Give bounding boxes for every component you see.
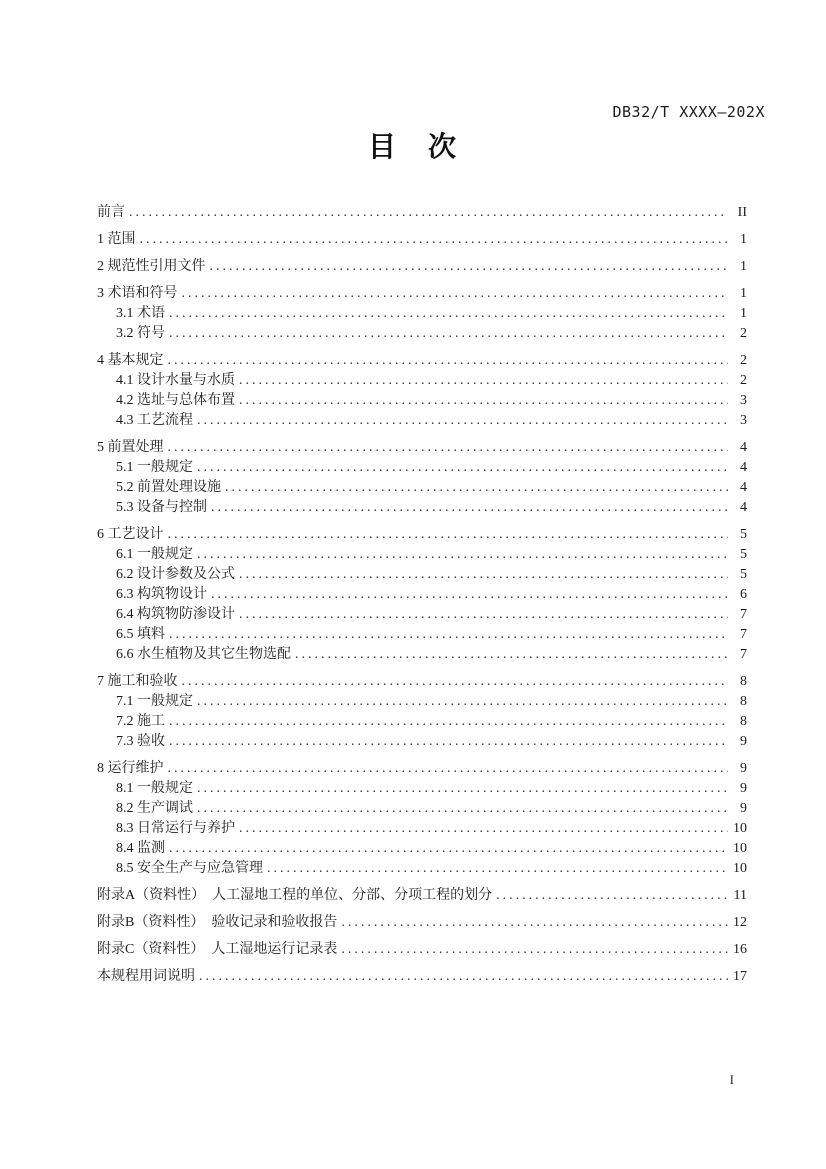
toc-entry-page-number: 2 [740, 373, 747, 388]
toc-entry-label: 4.3 工艺流程 [116, 413, 193, 428]
toc-entry-label: 6.5 填料 [116, 627, 165, 642]
toc-entry-page-number: 12 [733, 915, 747, 930]
toc-entry [97, 545, 747, 565]
toc-entry-dot-leader [197, 799, 728, 819]
toc-entry-label: 5.2 前置处理设施 [116, 480, 221, 495]
toc-entry-page-number: II [737, 205, 747, 220]
toc-entry-label: 5 前置处理 [97, 440, 164, 455]
toc-entry [97, 458, 747, 478]
toc-entry-dot-leader [210, 257, 729, 277]
toc-entry-label: 附录B（资料性） 验收记录和验收报告 [97, 915, 338, 930]
toc-entry-page-number: 1 [740, 286, 747, 301]
toc-entry [97, 692, 747, 712]
toc-entry-label: 6.6 水生植物及其它生物选配 [116, 647, 291, 662]
toc-entry [97, 284, 747, 304]
toc-entry [97, 839, 747, 859]
toc-entry-label: 附录A（资料性） 人工湿地工程的单位、分部、分项工程的划分 [97, 888, 493, 903]
toc-entry-label: 7.3 验收 [116, 734, 165, 749]
toc-entry [97, 203, 747, 223]
toc-entry-page-number: 2 [740, 353, 747, 368]
toc-entry-label: 8.2 生产调试 [116, 801, 193, 816]
page-title: 目 次 [367, 132, 458, 163]
toc-entry-page-number: 8 [740, 674, 747, 689]
toc-entry-page-number: 16 [733, 942, 747, 957]
toc-entry-page-number: 6 [740, 587, 747, 602]
toc-entry-page-number: 9 [740, 761, 747, 776]
toc-entry-dot-leader [197, 779, 728, 799]
toc-entry-page-number: 10 [733, 861, 747, 876]
toc-entry-dot-leader [169, 324, 728, 344]
toc-entry-dot-leader [182, 672, 729, 692]
toc-entry-dot-leader [267, 859, 728, 879]
toc-entry-label: 2 规范性引用文件 [97, 259, 206, 274]
toc-entry-dot-leader [199, 967, 728, 987]
toc-entry-dot-leader [295, 645, 728, 665]
toc-entry-page-number: 1 [740, 259, 747, 274]
toc-entry-label: 7 施工和验收 [97, 674, 178, 689]
toc-entry-label: 4.1 设计水量与水质 [116, 373, 235, 388]
toc-entry [97, 525, 747, 545]
toc-entry-page-number: 3 [740, 393, 747, 408]
toc-entry-label: 附录C（资料性） 人工湿地运行记录表 [97, 942, 338, 957]
toc-entry-dot-leader [168, 759, 729, 779]
toc-entry-dot-leader [129, 203, 728, 223]
toc-entry-label: 6.1 一般规定 [116, 547, 193, 562]
toc-entry-page-number: 3 [740, 413, 747, 428]
toc-entry-page-number: 9 [740, 734, 747, 749]
toc-entry-dot-leader [182, 284, 729, 304]
toc-entry-dot-leader [496, 886, 728, 906]
toc-entry-page-number: 5 [740, 527, 747, 542]
toc-entry [97, 351, 747, 371]
toc-entry-page-number: 4 [740, 460, 747, 475]
toc-entry-dot-leader [211, 498, 728, 518]
toc-entry-label: 6.4 构筑物防渗设计 [116, 607, 235, 622]
toc-entry-label: 8.1 一般规定 [116, 781, 193, 796]
toc-entry-page-number: 8 [740, 694, 747, 709]
footer-page-number: I [729, 1072, 734, 1087]
toc-entry-page-number: 9 [740, 781, 747, 796]
toc-entry-dot-leader [168, 351, 729, 371]
toc-entry-dot-leader [239, 565, 728, 585]
toc-entry [97, 672, 747, 692]
toc-entry-label: 5.3 设备与控制 [116, 500, 207, 515]
toc-entry-page-number: 8 [740, 714, 747, 729]
toc-list [97, 196, 747, 987]
toc-entry [97, 230, 747, 250]
toc-entry-label: 6.2 设计参数及公式 [116, 567, 235, 582]
toc-entry-label: 8.5 安全生产与应急管理 [116, 861, 263, 876]
toc-entry-page-number: 4 [740, 480, 747, 495]
toc-entry-page-number: 7 [740, 627, 747, 642]
toc-entry [97, 585, 747, 605]
toc-entry-label: 3.1 术语 [116, 306, 165, 321]
toc-entry-dot-leader [169, 304, 728, 324]
toc-entry-dot-leader [239, 391, 728, 411]
toc-entry [97, 732, 747, 752]
toc-entry-dot-leader [197, 411, 728, 431]
toc-entry-page-number: 1 [740, 232, 747, 247]
toc-entry [97, 324, 747, 344]
toc-entry [97, 779, 747, 799]
toc-entry-page-number: 1 [740, 306, 747, 321]
toc-entry-dot-leader [168, 525, 729, 545]
toc-entry-dot-leader [225, 478, 728, 498]
toc-entry-label: 8.4 监测 [116, 841, 165, 856]
toc-entry-label: 前言 [97, 205, 125, 220]
document-number: DB32/T XXXX—202X [612, 103, 765, 121]
toc-entry-page-number: 2 [740, 326, 747, 341]
toc-entry-label: 1 范围 [97, 232, 136, 247]
toc-entry-label: 3 术语和符号 [97, 286, 178, 301]
toc-entry-page-number: 17 [733, 969, 747, 984]
toc-entry-page-number: 7 [740, 647, 747, 662]
toc-entry-page-number: 4 [740, 500, 747, 515]
toc-entry [97, 645, 747, 665]
toc-entry [97, 625, 747, 645]
toc-entry-label: 本规程用词说明 [97, 969, 195, 984]
toc-entry-dot-leader [169, 732, 728, 752]
toc-entry [97, 799, 747, 819]
toc-entry [97, 967, 747, 987]
toc-entry-dot-leader [197, 458, 728, 478]
toc-entry-label: 3.2 符号 [116, 326, 165, 341]
toc-entry-label: 8 运行维护 [97, 761, 164, 776]
toc-entry-label: 4.2 选址与总体布置 [116, 393, 235, 408]
toc-entry [97, 257, 747, 277]
toc-entry [97, 498, 747, 518]
toc-entry-page-number: 5 [740, 547, 747, 562]
toc-entry-page-number: 9 [740, 801, 747, 816]
toc-entry-label: 7.1 一般规定 [116, 694, 193, 709]
toc-entry-dot-leader [197, 545, 728, 565]
toc-entry [97, 605, 747, 625]
toc-entry-dot-leader [168, 438, 729, 458]
toc-entry [97, 411, 747, 431]
toc-entry [97, 565, 747, 585]
toc-entry [97, 478, 747, 498]
toc-entry [97, 886, 747, 906]
toc-entry-label: 6 工艺设计 [97, 527, 164, 542]
toc-entry-dot-leader [169, 712, 728, 732]
toc-entry-page-number: 11 [733, 888, 747, 903]
toc-entry [97, 438, 747, 458]
toc-entry [97, 940, 747, 960]
toc-entry-dot-leader [239, 605, 728, 625]
toc-entry [97, 304, 747, 324]
toc-entry-page-number: 4 [740, 440, 747, 455]
toc-entry [97, 712, 747, 732]
toc-entry-page-number: 7 [740, 607, 747, 622]
toc-entry-label: 4 基本规定 [97, 353, 164, 368]
toc-entry-dot-leader [169, 839, 728, 859]
toc-entry-label: 6.3 构筑物设计 [116, 587, 207, 602]
toc-entry-dot-leader [239, 819, 728, 839]
toc-entry-label: 8.3 日常运行与养护 [116, 821, 235, 836]
toc-entry [97, 819, 747, 839]
toc-entry [97, 913, 747, 933]
toc-entry-dot-leader [341, 940, 728, 960]
toc-entry-page-number: 10 [733, 841, 747, 856]
toc-entry-dot-leader [211, 585, 728, 605]
toc-entry-dot-leader [169, 625, 728, 645]
toc-entry-page-number: 5 [740, 567, 747, 582]
toc-entry-dot-leader [239, 371, 728, 391]
toc-entry-page-number: 10 [733, 821, 747, 836]
toc-entry-dot-leader [140, 230, 729, 250]
toc-entry [97, 859, 747, 879]
toc-entry [97, 759, 747, 779]
toc-entry-label: 5.1 一般规定 [116, 460, 193, 475]
toc-entry-dot-leader [197, 692, 728, 712]
toc-entry [97, 391, 747, 411]
toc-entry [97, 371, 747, 391]
toc-entry-dot-leader [341, 913, 728, 933]
toc-entry-label: 7.2 施工 [116, 714, 165, 729]
